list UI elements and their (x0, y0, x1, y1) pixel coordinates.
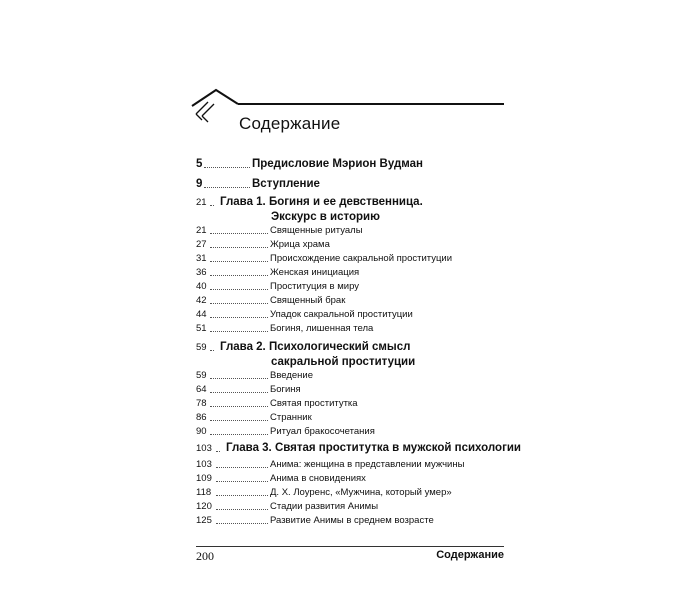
toc-leader-dots (210, 420, 268, 421)
toc-page-number: 64 (196, 384, 207, 395)
toc-page-number: 86 (196, 412, 207, 423)
toc-entry-label: Ритуал бракосочетания (270, 426, 375, 437)
toc-page-number: 21 (196, 225, 207, 236)
toc-leader-dots (210, 261, 268, 262)
toc-leader-dots (210, 434, 268, 435)
toc-page-number: 103 (196, 459, 212, 470)
toc-page-number: 31 (196, 253, 207, 264)
toc-page-number: 27 (196, 239, 207, 250)
toc-entry-label: Д. Х. Лоуренс, «Мужчина, который умер» (270, 487, 452, 498)
toc-chapter-subtitle: Экскурс в историю (271, 211, 380, 223)
toc-page-number: 59 (196, 342, 207, 353)
toc-leader-dots (204, 167, 250, 168)
toc-page-number: 40 (196, 281, 207, 292)
toc-entry-label: Жрица храма (270, 239, 330, 250)
running-title: Содержание (436, 549, 504, 561)
toc-page-number: 90 (196, 426, 207, 437)
toc-entry-label: Странник (270, 412, 312, 423)
toc-entry-label: Святая проститутка (270, 398, 358, 409)
toc-leader-dots (210, 378, 268, 379)
toc-leader-dots (210, 247, 268, 248)
toc-page-number: 42 (196, 295, 207, 306)
toc-leader-dots (210, 331, 268, 332)
toc-page-number: 59 (196, 370, 207, 381)
toc-leader-dots (216, 523, 268, 524)
toc-leader-dots (210, 303, 268, 304)
toc-page-number: 103 (196, 443, 212, 454)
toc-leader-dots (210, 233, 268, 234)
toc-entry-label: Предисловие Мэрион Вудман (252, 158, 423, 170)
toc-entry-label: Анима: женщина в представлении мужчины (270, 459, 465, 470)
toc-leader-dots (210, 289, 268, 290)
toc-entry-label: Введение (270, 370, 314, 381)
toc-leader-dots (216, 467, 268, 468)
toc-leader-dots (210, 406, 268, 407)
toc-leader-dots (204, 187, 250, 188)
toc-entry-label: Анима в сновидениях (270, 473, 366, 484)
toc-page-number: 120 (196, 501, 212, 512)
toc-entry-label: Развитие Анимы в среднем возрасте (270, 515, 434, 526)
toc-entry-label: Вступление (252, 178, 320, 190)
toc-entry-label: Проституция в миру (270, 281, 359, 292)
toc-leader-dots (210, 392, 268, 393)
toc-leader-dots (216, 509, 268, 510)
toc-leader-dots (216, 451, 220, 452)
toc-page-number: 44 (196, 309, 207, 320)
toc-leader-dots (210, 275, 268, 276)
toc-entry-label: Священные ритуалы (270, 225, 363, 236)
toc-chapter-title: Глава 2. Психологический смысл (220, 341, 411, 353)
toc-chapter-title: Глава 1. Богиня и ее девственница. (220, 196, 423, 208)
toc-leader-dots (210, 317, 268, 318)
toc-page-number: 109 (196, 473, 212, 484)
page-title: Содержание (239, 114, 341, 133)
toc-leader-dots (210, 350, 214, 351)
toc-chapter-title: Глава 3. Святая проститутка в мужской психологии (226, 442, 521, 454)
toc-leader-dots (216, 495, 268, 496)
footer-rule (196, 546, 504, 547)
toc-page-number: 118 (196, 487, 212, 498)
toc-entry-label: Священный брак (270, 295, 346, 306)
toc-entry-label: Женская инициация (270, 267, 360, 278)
toc-entry-label: Богиня, лишенная тела (270, 323, 374, 334)
toc-leader-dots (216, 481, 268, 482)
toc-page-number: 51 (196, 323, 207, 334)
toc-leader-dots (210, 205, 214, 206)
toc-page-number: 9 (196, 178, 203, 190)
toc-page-number: 5 (196, 158, 203, 170)
toc-page-number: 36 (196, 267, 207, 278)
toc-entry-label: Стадии развития Анимы (270, 501, 379, 512)
toc-entry-label: Происхождение сакральной проституции (270, 253, 453, 264)
toc-entry-label: Упадок сакральной проституции (270, 309, 413, 320)
toc-page-number: 78 (196, 398, 207, 409)
page-number: 200 (196, 549, 214, 563)
toc-page-number: 21 (196, 197, 207, 208)
toc-chapter-subtitle: сакральной проституции (271, 356, 416, 368)
toc-page-number: 125 (196, 515, 212, 526)
toc-entry-label: Богиня (270, 384, 301, 395)
